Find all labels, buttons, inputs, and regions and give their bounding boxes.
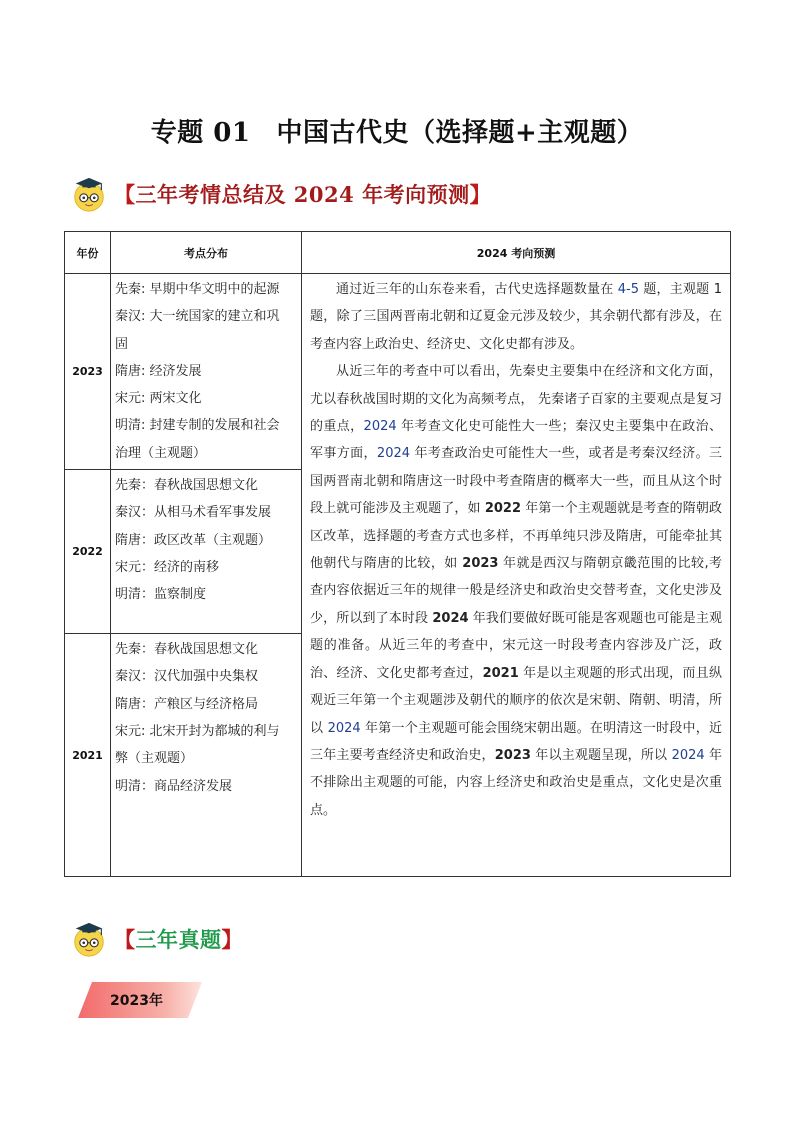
topics-cell — [111, 470, 302, 634]
forecast-year: 2023 — [462, 556, 499, 572]
topic-item: 明清：监察制度 — [115, 587, 207, 603]
forecast-text: 年是以主观题的形式出现，而且纵观近三年第一个主观题涉及朝代的顺序的依次是宋朝、隋朝、明清，所以 — [310, 665, 722, 736]
title-part1: 专题 01 — [150, 118, 251, 148]
topic-item: 治理（主观题） — [115, 445, 207, 461]
exam-summary-table — [64, 231, 731, 877]
forecast-text: 年不排除出主观题的可能，内容上经济史和政治史是重点，文化史是次重点。 — [310, 747, 722, 818]
forecast-text: 年第一个主观题可能会围绕宋朝出题。在明清这一时段中，近三年主要考查经济史和政治史， — [310, 720, 722, 763]
section-header-real-exams — [70, 920, 243, 958]
forecast-year: 2024 — [432, 610, 469, 626]
forecast-highlight: 2024 — [671, 747, 705, 763]
forecast-paragraph-1 — [310, 276, 722, 358]
forecast-year: 2023 — [494, 747, 531, 763]
section-title-real-exams — [114, 924, 243, 954]
header-forecast: 2024 考向预测 — [302, 232, 731, 274]
year-ribbon-label: 2023年 — [110, 993, 163, 1009]
header-topics: 考点分布 — [111, 232, 302, 274]
header-year: 年份 — [65, 232, 111, 274]
topic-item: 先秦：春秋战国思想文化 — [115, 642, 259, 658]
topic-item: 弊（主观题） — [115, 751, 194, 767]
title-part2: 中国古代史（选择题+主观题） — [276, 118, 644, 148]
forecast-highlight: 2024 — [363, 419, 397, 435]
topic-item: 宋元: 北宋开封为都城的利与 — [115, 723, 280, 739]
forecast-text: 年以主观题呈现，所以 — [530, 747, 672, 763]
scholar-mascot-icon — [70, 920, 108, 958]
topic-item: 秦汉：从相马术看军事发展 — [115, 505, 272, 521]
topics-cell — [111, 634, 302, 877]
forecast-paragraph-2 — [310, 358, 722, 824]
topic-item: 隋唐: 经济发展 — [115, 363, 202, 379]
bracket-open: 【 — [114, 182, 136, 207]
forecast-highlight: 2024 — [327, 720, 361, 736]
year-cell: 2023 — [65, 274, 111, 470]
year-cell: 2021 — [65, 634, 111, 877]
forecast-text: 从近三年的考查中可以看出，先秦史主要集中在经济和文化方面，尤以春秋战国时期的文化为高频考点， 先秦诸子百家的主要观点是复习的重点， — [310, 364, 722, 435]
topic-item: 宋元: 两宋文化 — [115, 391, 202, 407]
forecast-year: 2021 — [482, 665, 519, 681]
forecast-text: 年就是西汉与隋朝京畿范围的比较,考查内容依据近三年的规律一般是经济史和政治史交替考查，文化史涉及少，所以到了本时段 — [310, 556, 723, 626]
topics-cell — [111, 274, 302, 470]
topic-item: 秦汉：汉代加强中央集权 — [115, 669, 259, 685]
topic-item: 先秦：春秋战国思想文化 — [115, 478, 259, 494]
topic-item: 秦汉: 大一统国家的建立和巩 — [115, 309, 280, 325]
forecast-text: 年第一个主观题就是考查的隋朝政区改革，选择题的考查方式也多样，不再单纯只涉及隋唐，可能牵扯其他朝代与隋唐的比较，如 — [310, 501, 722, 572]
forecast-highlight: 2024 — [376, 446, 411, 462]
table-row — [65, 274, 731, 470]
forecast-text: 年考查政治史可能性大一些，或者是考秦汉经济。三国两晋南北朝和隋唐这一时段中考查隋唐的概率大一些，而且从这个时段上就可能涉及主观题了，如 — [310, 446, 722, 517]
section2-text: 三年真题 — [135, 927, 222, 952]
forecast-year: 2022 — [484, 501, 522, 517]
topic-item: 先秦: 早期中华文明中的起源 — [115, 282, 280, 297]
forecast-cell — [302, 274, 731, 877]
section-header-summary — [70, 175, 491, 213]
bracket-open: 【 — [114, 927, 136, 952]
page-title — [0, 112, 794, 149]
table-header-row — [65, 232, 731, 274]
forecast-text: 通过近三年的山东卷来看，古代史选择题数量在 — [336, 282, 618, 297]
forecast-text: 年我们要做好既可能是客观题也可能是主观题的准备。从近三年的考查中，宋元这一时段考查内容涉及广泛，政治、经济、文化史都考查过， — [310, 610, 722, 681]
forecast-text: 年考查文化史可能性大一些；秦汉史主要集中在政治、军事方面， — [310, 419, 722, 462]
topic-item: 隋唐：政区改革（主观题） — [115, 532, 272, 548]
topic-item: 隋唐：产粮区与经济格局 — [115, 696, 259, 712]
section1-text: 三年考情总结及 2024 年考向预测 — [135, 182, 470, 207]
topic-item: 宋元：经济的南移 — [115, 559, 220, 575]
bracket-close: 】 — [469, 182, 492, 207]
topic-item: 明清: 封建专制的发展和社会 — [115, 418, 280, 434]
topic-item: 明清：商品经济发展 — [115, 778, 233, 794]
forecast-highlight: 4-5 — [617, 282, 639, 297]
year-cell: 2022 — [65, 470, 111, 634]
topic-item: 固 — [115, 336, 129, 352]
scholar-mascot-icon — [70, 175, 108, 213]
forecast-text: 题，主观题 1 题，除了三国两晋南北朝和辽夏金元涉及较少，其余朝代都有涉及，在考查内容上政治史、经济史、文化史都有涉及。 — [310, 282, 722, 352]
section-title-summary — [114, 179, 491, 209]
bracket-close: 】 — [221, 927, 243, 952]
